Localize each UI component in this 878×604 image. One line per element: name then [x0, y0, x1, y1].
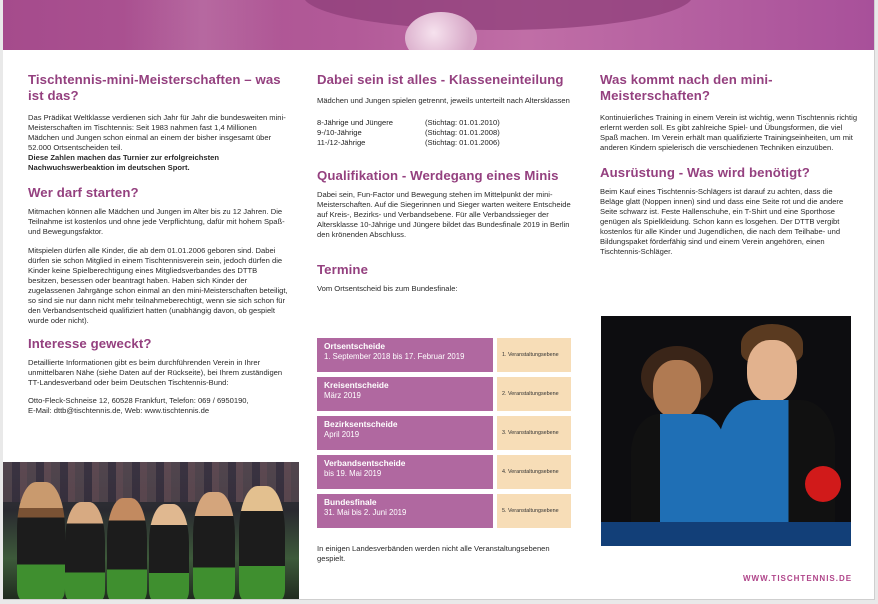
- level-box-ortsentscheide: [317, 338, 493, 372]
- age-class-row: [317, 118, 575, 128]
- level-dates: 1. September 2018 bis 17. Februar 2019: [324, 352, 465, 361]
- level-dates: bis 19. Mai 2019: [324, 469, 382, 478]
- eligibility-paragraph: Mitmachen können alle Mädchen und Jungen im Alter bis zu 12 Jahren. Die Teilnahme ist kostenlos und ohne jede Verpflichtung, dafür mit hohem Spaß- und Bewegungsfaktor.: [28, 207, 285, 236]
- banner-highlight: [123, 0, 283, 50]
- level-title: Ortsentscheide: [324, 341, 385, 351]
- website-url[interactable]: WWW.TISCHTENNIS.DE: [743, 574, 853, 583]
- contact-line: E-Mail: dttb@tischtennis.de, Web: www.tischtennis.de: [28, 406, 210, 415]
- heading-after: Was kommt nach den mini-Meisterschaften?: [600, 72, 773, 103]
- age-class-list: [317, 118, 575, 148]
- level-dates: 31. Mai bis 2. Juni 2019: [324, 508, 407, 517]
- address-line: Otto-Fleck-Schneise 12, 60528 Frankfurt, Telefon: 069 / 6950190,: [28, 396, 249, 405]
- age-class-cutoff: (Stichtag: 01.01.2006): [425, 138, 500, 147]
- level-ebene-2: 2. Veranstaltungsebene: [497, 377, 571, 411]
- age-class-label: 8-Jährige und Jüngere: [317, 118, 393, 127]
- level-ebene-1: 1. Veranstaltungsebene: [497, 338, 571, 372]
- level-ebene-3: 3. Veranstaltungsebene: [497, 416, 571, 450]
- header-banner-image: [3, 0, 875, 50]
- level-ebene-5: 5. Veranstaltungsebene: [497, 494, 571, 528]
- level-box-verbandsentscheide: [317, 455, 493, 489]
- heading-qualification: Qualifikation - Werdegang eines Minis: [317, 168, 559, 183]
- age-class-row: [317, 138, 575, 148]
- equipment-paragraph: Beim Kauf eines Tischtennis-Schlägers ist darauf zu achten, dass die Beläge glatt (Noppen innen) sind und dass eine Seite rot und die andere Seite schwarz ist. Feste Hallenschuhe, ein T-Shirt und eine Sporthose genügen als Spielkleidung. Schon kann es losgehen. Der DTTB vergibt kostenlos für alle Kinder und Jugendlichen, die nach dem Teilhabe- und Bildungspaket förderfähig sind und einem Verein angehören, einen Tischtennis-Schläger.: [600, 187, 844, 256]
- paddle-graphic: [303, 0, 693, 30]
- intro-paragraph: Das Prädikat Weltklasse verdienen sich Jahr für Jahr die bundesweiten mini-Meisterschaften im Tischtennis: Seit 1983 nahmen fast 1,4 Millionen Mädchen und Jungen schon einmal an einem der bisher insgesamt über 52.000 Ortsentscheiden teil.: [28, 113, 286, 152]
- levels-note: In einigen Landesverbänden werden nicht alle Veranstaltungsebenen gespielt.: [317, 544, 550, 563]
- dates-intro: Vom Ortsentscheid bis zum Bundesfinale:: [317, 284, 458, 293]
- girls-team-photo: [3, 462, 299, 600]
- level-title: Bundesfinale: [324, 497, 377, 507]
- age-class-label: 11-/12-Jährige: [317, 138, 366, 147]
- column-3: [600, 72, 858, 257]
- age-class-cutoff: (Stichtag: 01.01.2008): [425, 128, 500, 137]
- level-title: Verbandsentscheide: [324, 458, 406, 468]
- eligibility-details: Mitspielen dürfen alle Kinder, die ab dem 01.01.2006 geboren sind. Dabei dürfen sie schon Mitglied in einem Tischtennisverein sein, jedoch dürfen die Kinder keine Spielberechtigung eines Mitgliedsverbandes des DTTB besitzen, besessen oder beantragt haben. Haben sich Kinder der zugelassenen Jahrgänge schon einmal an den mini-Meisterschaften beteiligt, so sind sie nur dann nicht mehr teilnahmeberechtigt, wenn sie sich schon für den Verbandsentscheid qualifiziert hatten (unabhängig davon, ob gespielt wurde oder nicht).: [28, 246, 288, 325]
- after-paragraph: Kontinuierliches Training in einem Verein ist wichtig, wenn Tischtennis richtig erlernt werden soll. Es gibt zahlreiche Spiel- und Übungsformen, die viel Spaß machen. Im Verein erhält man qualifizierte Trainingseinheiten, um mit anderen Kindern spielerisch die verschiedenen Techniken einzuüben.: [600, 113, 858, 152]
- level-box-bundesfinale: [317, 494, 493, 528]
- level-title: Bezirksentscheide: [324, 419, 398, 429]
- heading-classes: Dabei sein ist alles - Klasseneinteilung: [317, 72, 564, 87]
- level-ebene-4: 4. Veranstaltungsebene: [497, 455, 571, 489]
- intro-highlight: Diese Zahlen machen das Turnier zur erfolgreichsten Nachwuchswerbeaktion im deutschen Sport.: [28, 153, 220, 172]
- level-box-kreisentscheide: [317, 377, 493, 411]
- age-class-cutoff: (Stichtag: 01.01.2010): [425, 118, 500, 127]
- qualification-paragraph: Dabei sein, Fun-Factor und Bewegung stehen im Mittelpunkt der mini-Meisterschaften. Auf die Siegerinnen und Sieger warten weitere Entscheide auf Kreis-, Bezirks- und Verbandsebene. Für alle Verbandssieger der Altersklasse 10-Jährige und Jüngere bildet das Bundesfinale 2019 in Berlin den krönenden Abschluss.: [317, 190, 571, 239]
- age-class-row: [317, 128, 575, 138]
- heading-dates: Termine: [317, 262, 369, 277]
- column-1: [28, 72, 288, 416]
- column-2: [317, 72, 575, 294]
- heading-who-can-start: Wer darf starten?: [28, 185, 139, 200]
- level-dates: April 2019: [324, 430, 360, 439]
- level-title: Kreisentscheide: [324, 380, 389, 390]
- heading-equipment: Ausrüstung - Was wird benötigt?: [600, 165, 810, 180]
- info-paragraph: Detaillierte Informationen gibt es beim durchführenden Verein in Ihrer unmittelbaren Nähe (siehe Daten auf der Rückseite), bei Ihrem zuständigen TT-Landesverband oder beim Deutschen Tischtennis-Bund:: [28, 358, 283, 387]
- heading-interest: Interesse geweckt?: [28, 336, 152, 351]
- classes-intro: Mädchen und Jungen spielen getrennt, jeweils unterteilt nach Altersklassen: [317, 96, 570, 105]
- age-class-label: 9-/10-Jährige: [317, 128, 362, 137]
- heading-what-is-it: Tischtennis-mini-Meisterschaften – was ist das?: [28, 72, 281, 103]
- brochure-page: [3, 0, 875, 600]
- level-box-bezirksentscheide: [317, 416, 493, 450]
- level-dates: März 2019: [324, 391, 361, 400]
- kids-handshake-photo: [601, 316, 851, 546]
